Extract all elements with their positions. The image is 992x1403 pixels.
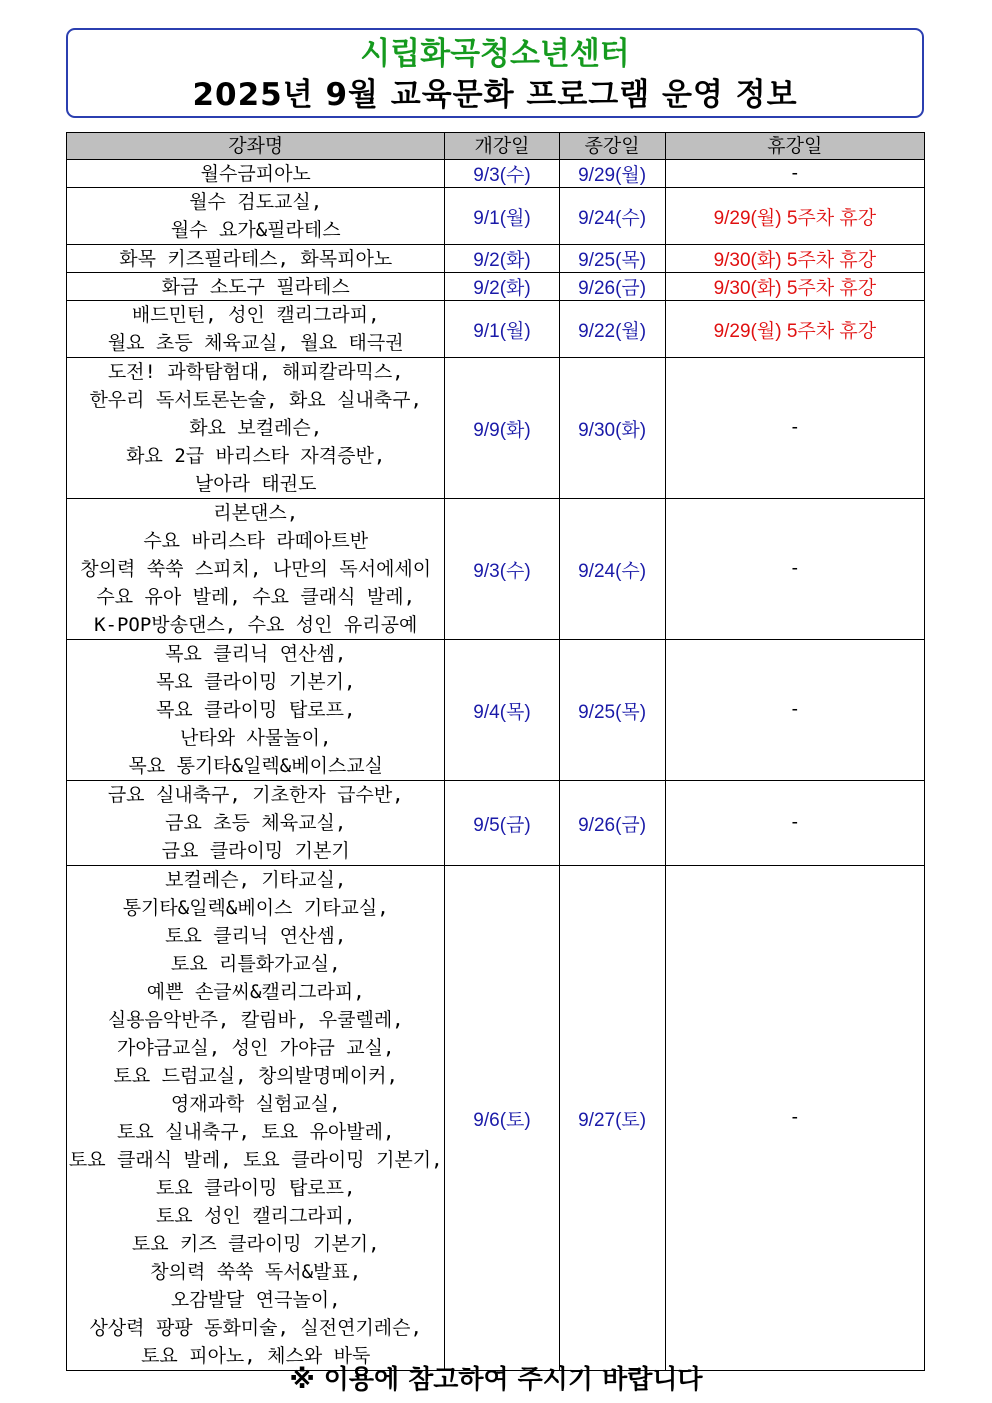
course-name: 월수 요가&필라테스: [170, 219, 341, 241]
course-name: 예쁜 손글씨&캘리그라피,: [146, 981, 365, 1003]
course-name: 월수금피아노: [200, 162, 311, 185]
holiday-cell: -: [665, 866, 924, 1371]
title-box: [66, 28, 924, 118]
holiday-cell: -: [665, 160, 924, 188]
end-date-cell: 9/27(토): [559, 866, 665, 1371]
course-name: 한우리 독서토론논술, 화요 실내축구,: [89, 389, 422, 411]
course-name: 화요 보컬레슨,: [189, 417, 323, 439]
course-cell: [67, 499, 445, 640]
schedule-table: [66, 132, 925, 1371]
table-row: [67, 160, 925, 188]
start-date-cell: 9/1(월): [445, 188, 559, 245]
start-date-cell: 9/4(목): [445, 640, 559, 781]
column-header-holiday: 휴강일: [665, 133, 924, 160]
table-row: [67, 866, 925, 1371]
footer-note: ※ 이용에 참고하여 주시기 바랍니다: [289, 1365, 703, 1395]
table-row: [67, 188, 925, 245]
start-date-cell: 9/1(월): [445, 301, 559, 358]
course-name: 수요 바리스타 라떼아트반: [143, 530, 369, 552]
course-cell: [67, 160, 445, 188]
course-cell: [67, 866, 445, 1371]
course-name: 금요 초등 체육교실,: [165, 812, 347, 834]
holiday-cell: -: [665, 781, 924, 866]
table-row: [67, 640, 925, 781]
course-name: 목요 클리닉 연산셈,: [165, 643, 347, 665]
start-date-cell: 9/5(금): [445, 781, 559, 866]
course-name: 목요 클라이밍 탑로프,: [155, 699, 356, 721]
course-name: 토요 실내축구, 토요 유아발레,: [116, 1121, 395, 1143]
end-date-cell: 9/26(금): [559, 273, 665, 301]
start-date-cell: 9/9(화): [445, 358, 559, 499]
course-name: 실용음악반주, 칼림바, 우쿨렐레,: [107, 1009, 404, 1031]
column-header-end: 종강일: [559, 133, 665, 160]
table-body: [67, 160, 925, 1371]
course-name: 수요 유아 발레, 수요 클래식 발레,: [96, 586, 416, 608]
course-name: 토요 피아노, 체스와 바둑: [141, 1345, 371, 1367]
course-name: 화금 소도구 필라테스: [161, 275, 350, 298]
course-name: 화요 2급 바리스타 자격증반,: [126, 445, 386, 467]
course-name: 통기타&일렉&베이스 기타교실,: [122, 897, 389, 919]
holiday-cell: -: [665, 640, 924, 781]
course-cell: [67, 273, 445, 301]
course-name: 창의력 쑥쑥 독서&발표,: [150, 1261, 362, 1283]
end-date-cell: 9/24(수): [559, 499, 665, 640]
course-name: 월수 검도교실,: [189, 191, 323, 213]
course-cell: [67, 301, 445, 358]
course-name: 영재과학 실험교실,: [170, 1093, 341, 1115]
course-name: 토요 드럼교실, 창의발명메이커,: [113, 1065, 398, 1087]
course-name: 도전! 과학탐험대, 해피칼라믹스,: [107, 361, 404, 383]
holiday-cell: 9/30(화) 5주차 휴강: [665, 245, 924, 273]
course-name: 난타와 사물놀이,: [180, 727, 332, 749]
course-name: 리본댄스,: [213, 502, 299, 524]
course-name: 월요 초등 체육교실, 월요 태극권: [107, 332, 404, 354]
table-header-row: [67, 133, 925, 160]
table-row: [67, 273, 925, 301]
end-date-cell: 9/26(금): [559, 781, 665, 866]
center-name: 시립화곡청소년센터: [360, 36, 630, 72]
course-name: 목요 통기타&일렉&베이스교실: [128, 755, 383, 777]
start-date-cell: 9/6(토): [445, 866, 559, 1371]
start-date-cell: 9/3(수): [445, 499, 559, 640]
course-name: 토요 클라이밍 탑로프,: [155, 1177, 356, 1199]
end-date-cell: 9/24(수): [559, 188, 665, 245]
start-date-cell: 9/2(화): [445, 273, 559, 301]
course-name: 금요 실내축구, 기초한자 급수반,: [107, 784, 404, 806]
course-cell: [67, 781, 445, 866]
course-name: 보컬레슨, 기타교실,: [165, 869, 347, 891]
course-name: K-POP방송댄스, 수요 성인 유리공예: [94, 614, 418, 636]
holiday-cell: -: [665, 499, 924, 640]
course-name: 토요 키즈 클라이밍 기본기,: [131, 1233, 380, 1255]
course-cell: [67, 358, 445, 499]
course-cell: [67, 188, 445, 245]
end-date-cell: 9/25(목): [559, 245, 665, 273]
course-cell: [67, 245, 445, 273]
column-header-start: 개강일: [445, 133, 559, 160]
course-name: 배드민턴, 성인 캘리그라피,: [131, 304, 380, 326]
course-name: 토요 클리닉 연산셈,: [165, 925, 347, 947]
course-cell: [67, 640, 445, 781]
course-name: 목요 클라이밍 기본기,: [155, 671, 356, 693]
end-date-cell: 9/22(월): [559, 301, 665, 358]
course-name: 화목 키즈필라테스, 화목피아노: [119, 247, 393, 270]
holiday-cell: -: [665, 358, 924, 499]
table-row: [67, 245, 925, 273]
end-date-cell: 9/25(목): [559, 640, 665, 781]
end-date-cell: 9/30(화): [559, 358, 665, 499]
table-row: [67, 499, 925, 640]
course-name: 오감발달 연극놀이,: [170, 1289, 341, 1311]
start-date-cell: 9/2(화): [445, 245, 559, 273]
course-name: 창의력 쑥쑥 스피치, 나만의 독서에세이: [80, 558, 432, 580]
table-row: [67, 358, 925, 499]
holiday-cell: 9/29(월) 5주차 휴강: [665, 301, 924, 358]
course-name: 가야금교실, 성인 가야금 교실,: [116, 1037, 395, 1059]
course-name: 금요 클라이밍 기본기: [161, 840, 350, 862]
start-date-cell: 9/3(수): [445, 160, 559, 188]
course-name: 날아라 태권도: [194, 473, 317, 495]
course-name: 토요 성인 캘리그라피,: [155, 1205, 356, 1227]
table-row: [67, 781, 925, 866]
course-name: 토요 클래식 발레, 토요 클라이밍 기본기,: [68, 1149, 443, 1171]
course-name: 토요 리틀화가교실,: [170, 953, 341, 975]
end-date-cell: 9/29(월): [559, 160, 665, 188]
page-title: 2025년 9월 교육문화 프로그램 운영 정보: [192, 77, 798, 113]
column-header-course: 강좌명: [67, 133, 445, 160]
course-name: 상상력 팡팡 동화미술, 실전연기레슨,: [89, 1317, 422, 1339]
holiday-cell: 9/29(월) 5주차 휴강: [665, 188, 924, 245]
table-row: [67, 301, 925, 358]
holiday-cell: 9/30(화) 5주차 휴강: [665, 273, 924, 301]
